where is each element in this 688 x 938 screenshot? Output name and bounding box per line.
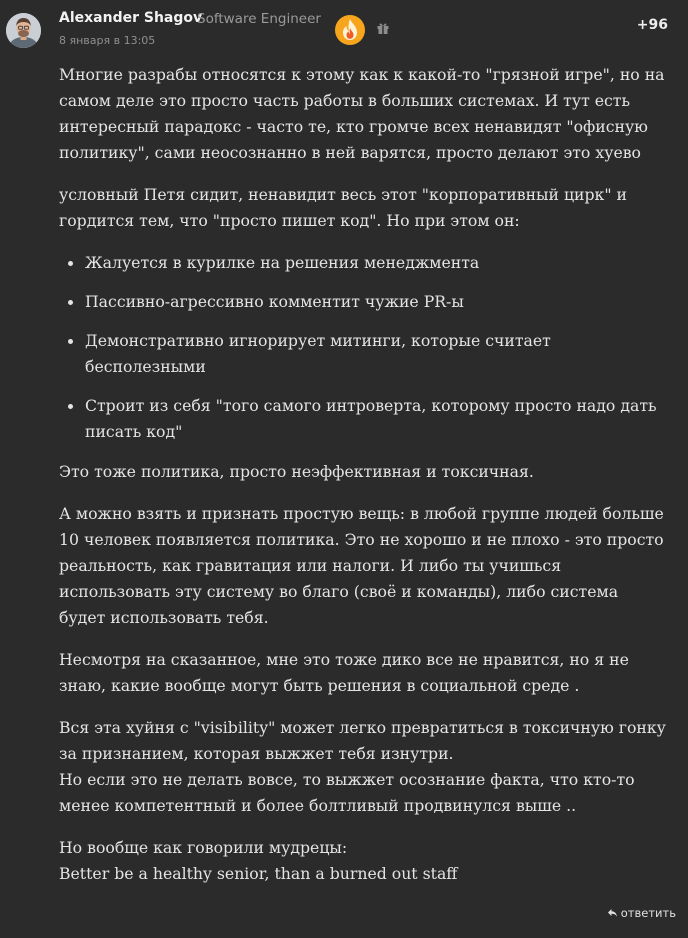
score-counter[interactable]: +96 — [636, 17, 668, 33]
fire-icon[interactable] — [334, 14, 366, 46]
paragraph-line: Но если это не делать вовсе, то выжжет осознание факта, что кто-то менее компетентный и более болтливый продвинулся выше .. — [59, 770, 635, 815]
paragraph: Это тоже политика, просто неэффективная и токсичная. — [59, 462, 534, 481]
paragraph-line: Вся эта хуйня с "visibility" может легко превратиться в токсичную гонку за признанием, которая выжжет тебя изнутри. — [59, 718, 666, 763]
list-item: Жалуется в курилке на решения менеджмента — [85, 250, 667, 276]
reply-button[interactable] — [607, 906, 676, 920]
paragraph: Несмотря на сказанное, мне это тоже дико все не нравится, но я не знаю, какие вообще могут быть решения в социальной среде . — [59, 650, 629, 695]
paragraph — [59, 835, 667, 887]
paragraph — [59, 715, 667, 819]
author-role: Software Engineer — [197, 11, 321, 27]
list-item: Пассивно-агрессивно комментит чужие PR-ы — [85, 289, 667, 315]
paragraph: условный Петя сидит, ненавидит весь этот "корпоративный цирк" и гордится тем, что "просто пишет код". Но при этом он: — [59, 185, 627, 230]
gift-icon[interactable] — [376, 20, 390, 34]
post-date[interactable]: 8 января в 13:05 — [59, 34, 156, 47]
reply-label: ответить — [620, 906, 676, 920]
author-name[interactable]: Alexander Shagov — [59, 10, 203, 26]
reply-arrow-icon — [607, 908, 618, 918]
bullet-list — [59, 250, 667, 445]
list-item: Демонстративно игнорирует митинги, которые считает бесполезными — [85, 328, 667, 380]
paragraph-line: Но вообще как говорили мудрецы: — [59, 838, 348, 857]
paragraph-line: Better be a healthy senior, than a burned out staff — [59, 864, 458, 883]
list-item: Строит из себя "того самого интроверта, которому просто надо дать писать код" — [85, 393, 667, 445]
avatar-image — [6, 13, 41, 48]
comment-body — [59, 62, 667, 903]
avatar[interactable] — [6, 13, 41, 48]
paragraph: А можно взять и признать простую вещь: в любой группе людей больше 10 человек появляется политика. Это не хорошо и не плохо - это просто реальность, как гравитация или налоги. И либо ты учишься использовать эту систему во благо (своё и команды), либо система будет использовать тебя. — [59, 504, 664, 627]
paragraph: Многие разрабы относятся к этому как к какой-то "грязной игре", но на самом деле это просто часть работы в больших системах. И тут есть интересный парадокс - часто те, кто громче всех ненавидят "офисную политику", сами неосознанно в ней варятся, просто делают это хуево — [59, 65, 665, 162]
comment-header — [0, 0, 688, 60]
